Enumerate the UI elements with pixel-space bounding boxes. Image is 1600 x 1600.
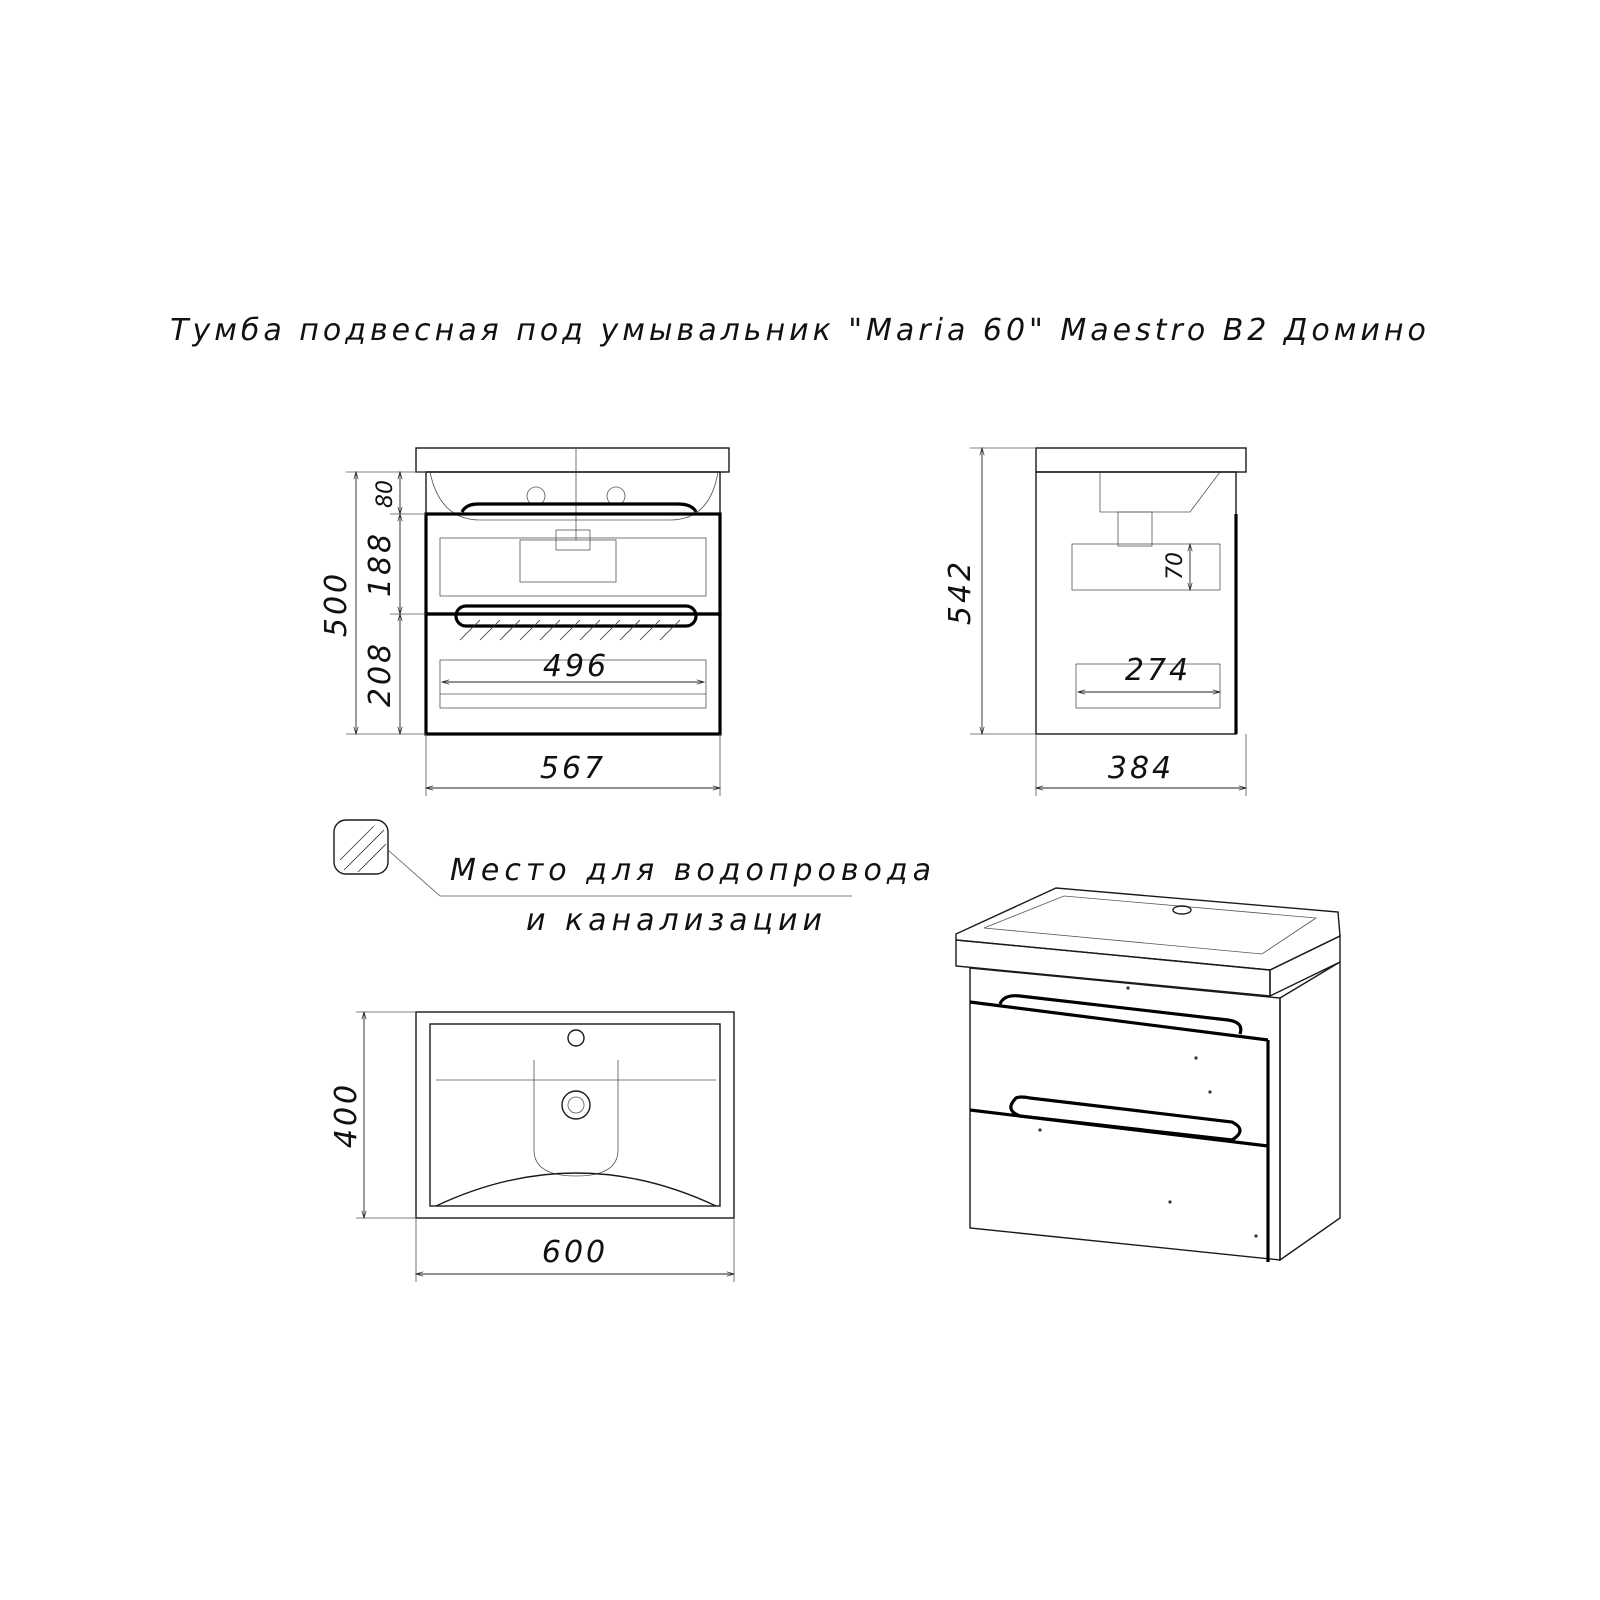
front-siphon-cutout bbox=[520, 540, 616, 582]
iso-handle-1 bbox=[1000, 996, 1241, 1034]
legend-line-2: и канализации bbox=[526, 903, 827, 938]
side-cabinet-body bbox=[1036, 472, 1236, 734]
iso-cabinet-side bbox=[1280, 962, 1340, 1260]
top-drain-channel bbox=[534, 1060, 618, 1176]
front-dim-drawer2: 208 bbox=[363, 640, 398, 708]
side-dim-depth: 384 bbox=[1107, 751, 1175, 786]
front-basin-rim bbox=[416, 448, 729, 472]
side-dim-siphon: 70 bbox=[1163, 552, 1188, 580]
front-view bbox=[319, 448, 729, 796]
top-dim-depth: 400 bbox=[329, 1081, 364, 1149]
iso-handle-2 bbox=[1011, 1097, 1240, 1140]
legend bbox=[334, 820, 936, 938]
top-view bbox=[329, 1012, 734, 1282]
front-drawer1-inner bbox=[440, 538, 706, 596]
front-handle-1 bbox=[462, 504, 696, 512]
side-view bbox=[943, 448, 1246, 796]
side-siphon bbox=[1118, 512, 1152, 546]
top-outline bbox=[416, 1012, 734, 1218]
iso-basin-front bbox=[956, 940, 1270, 996]
front-hatch-area bbox=[460, 620, 680, 640]
top-basin-front-curve bbox=[436, 1173, 716, 1206]
top-drain bbox=[562, 1091, 590, 1119]
side-basin-bowl bbox=[1100, 472, 1220, 512]
top-dim-width: 600 bbox=[541, 1235, 609, 1270]
front-drawer-1 bbox=[426, 514, 720, 614]
isometric-view bbox=[956, 888, 1340, 1262]
side-basin-rim bbox=[1036, 448, 1246, 472]
legend-line-1: Место для водопровода bbox=[450, 853, 937, 888]
front-handle-2 bbox=[456, 606, 696, 626]
iso-tap-hole bbox=[1173, 906, 1191, 914]
top-basin bbox=[430, 1024, 720, 1206]
front-basin-hole-right bbox=[607, 487, 625, 505]
front-dim-width: 567 bbox=[539, 751, 607, 786]
legend-leader bbox=[388, 850, 440, 896]
iso-basin-bowl bbox=[984, 896, 1316, 954]
side-drawer1-inner bbox=[1072, 544, 1220, 590]
top-tap-hole bbox=[568, 1030, 584, 1046]
drawing-title: Тумба подвесная под умывальник "Maria 60" Maestro B2 Домино bbox=[170, 313, 1430, 348]
legend-hatch-symbol bbox=[334, 820, 388, 874]
front-cabinet-body bbox=[426, 472, 720, 734]
front-dim-total-height: 500 bbox=[319, 570, 354, 638]
front-dim-top: 80 bbox=[373, 480, 398, 508]
front-dim-inner-width: 496 bbox=[542, 649, 610, 684]
front-basin-hole-left bbox=[527, 487, 545, 505]
side-dim-height: 542 bbox=[943, 558, 978, 626]
front-dim-drawer1: 188 bbox=[363, 530, 398, 598]
iso-basin-side bbox=[1270, 936, 1340, 996]
side-dim-inner-depth: 274 bbox=[1124, 653, 1192, 688]
